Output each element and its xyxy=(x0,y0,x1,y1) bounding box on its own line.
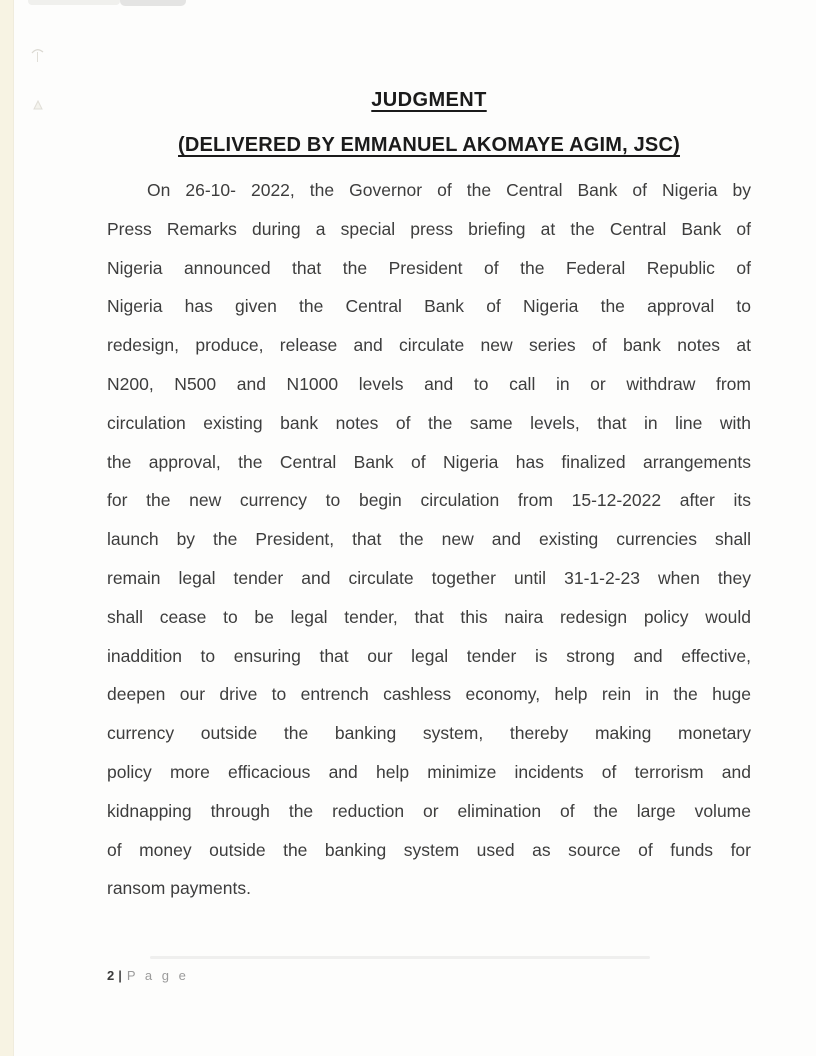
body-line: ransom payments. xyxy=(107,878,251,899)
scan-smudge xyxy=(120,0,186,6)
body-line: inaddition to ensuring that our legal tender is strong and effective, xyxy=(107,645,751,666)
body-line: of money outside the banking system used as source of funds for xyxy=(107,839,751,860)
footer-separator: | xyxy=(118,968,122,983)
body-line: shall cease to be legal tender, that this naira redesign policy would xyxy=(107,606,751,627)
scan-artifact xyxy=(31,98,45,119)
scan-edge-strip xyxy=(0,0,14,1056)
body-line: for the new currency to begin circulation from 15-12-2022 after its xyxy=(107,490,751,511)
body-line: Press Remarks during a special press briefing at the Central Bank of xyxy=(107,218,751,239)
body-line: the approval, the Central Bank of Nigeria has finalized arrangements xyxy=(107,451,751,472)
body-line: kidnapping through the reduction or elimination of the large volume xyxy=(107,800,751,821)
judgment-title: JUDGMENT xyxy=(371,89,487,111)
body-line: redesign, produce, release and circulate new series of bank notes at xyxy=(107,335,751,356)
body-line: remain legal tender and circulate together until 31-1-2-23 when they xyxy=(107,567,751,588)
scan-artifact xyxy=(30,46,45,75)
document-content xyxy=(107,88,751,908)
judgment-body-paragraph xyxy=(107,171,751,908)
body-line: circulation existing bank notes of the same levels, that in line with xyxy=(107,412,751,433)
body-line: currency outside the banking system, thereby making monetary xyxy=(107,723,751,744)
body-line: policy more efficacious and help minimize incidents of terrorism and xyxy=(107,761,751,782)
page-footer xyxy=(107,968,189,983)
scan-smudge xyxy=(28,0,120,5)
body-line: Nigeria has given the Central Bank of Nigeria the approval to xyxy=(107,296,751,317)
delivered-by-heading: (DELIVERED BY EMMANUEL AKOMAYE AGIM, JSC) xyxy=(178,134,680,156)
scan-streak xyxy=(150,956,650,959)
body-line: deepen our drive to entrench cashless economy, help rein in the huge xyxy=(107,684,751,705)
body-line: N200, N500 and N1000 levels and to call in or withdraw from xyxy=(107,373,751,394)
page-number: 2 xyxy=(107,968,115,983)
body-line: Nigeria announced that the President of the Federal Republic of xyxy=(107,257,751,278)
body-line: On 26-10- 2022, the Governor of the Central Bank of Nigeria by xyxy=(147,180,751,200)
body-line: launch by the President, that the new and existing currencies shall xyxy=(107,529,751,550)
footer-page-label: P a g e xyxy=(126,968,189,983)
